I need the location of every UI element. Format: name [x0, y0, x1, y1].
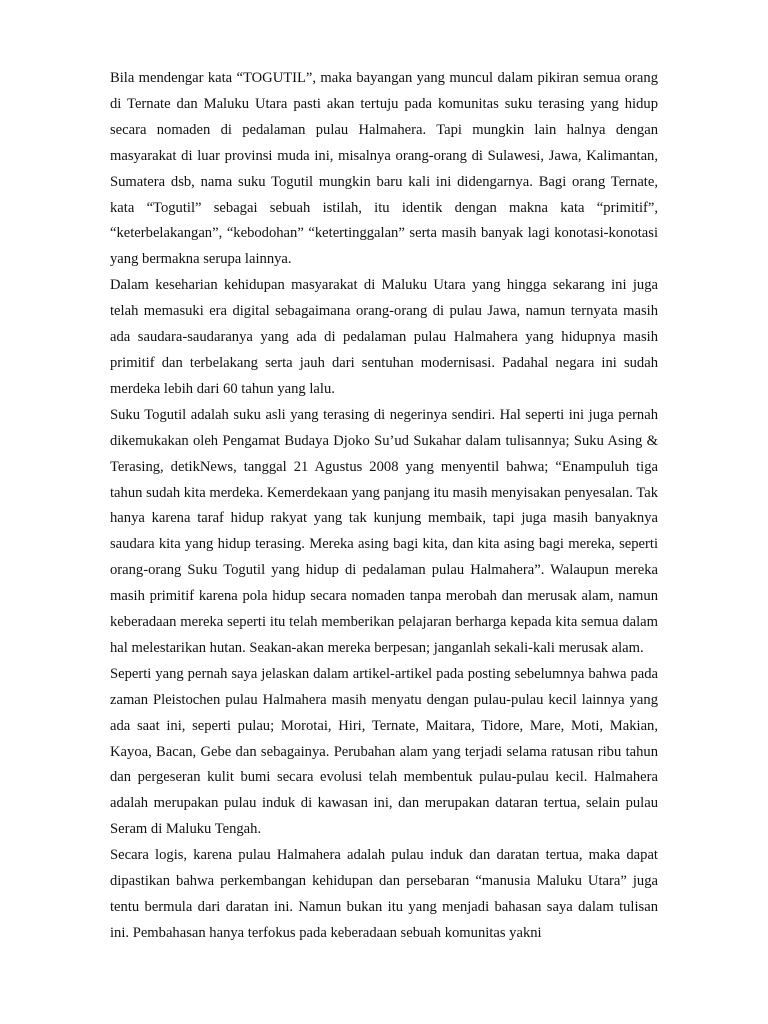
paragraph-4: Seperti yang pernah saya jelaskan dalam artikel-artikel pada posting sebelumnya bahwa pada zaman Pleistochen pulau Halmahera masih menyatu dengan pulau-pulau kecil lainnya yang ada saat ini, seperti pulau; Morotai, Hiri, Ternate, Maitara, Tidore, Mare, Moti, Makian, Kayoa, Bacan, Gebe dan sebagainya. Perubahan alam yang terjadi selama ratusan ribu tahun dan pergeseran kulit bumi secara evolusi telah membentuk pulau-pulau kecil. Halmahera adalah merupakan pulau induk di kawasan ini, dan merupakan dataran tertua, selain pulau Seram di Maluku Tengah. — [110, 665, 658, 838]
paragraph-5: Secara logis, karena pulau Halmahera adalah pulau induk dan daratan tertua, maka dapat dipastikan bahwa perkembangan kehidupan dan persebaran “manusia Maluku Utara” juga tentu bermula dari daratan ini. Namun bukan itu yang menjadi bahasan saya dalam tulisan ini. Pembahasan hanya terfokus pada keberadaan sebuah komunitas yakni — [110, 847, 658, 941]
paragraph-3: Suku Togutil adalah suku asli yang terasing di negerinya sendiri. Hal seperti ini juga pernah dikemukakan oleh Pengamat Budaya Djoko Su’ud Sukahar dalam tulisannya; Suku Asing & Terasing, detikNews, tanggal 21 Agustus 2008 yang menyentil bahwa; “Enampuluh tiga tahun sudah kita merdeka. Kemerdekaan yang panjang itu masih menyisakan penyesalan. Tak hanya karena taraf hidup rakyat yang tak kunjung membaik, tapi juga masih banyaknya saudara kita yang hidup terasing. Mereka asing bagi kita, dan kita asing bagi mereka, seperti orang-orang Suku Togutil yang hidup di pedalaman pulau Halmahera”. Walaupun mereka masih primitif karena pola hidup secara nomaden tanpa merobah dan merusak alam, namun keberadaan mereka seperti itu telah memberikan pelajaran berharga kepada kita semua dalam hal melestarikan hutan. Seakan-akan mereka berpesan; janganlah sekali-kali merusak alam. — [110, 406, 658, 656]
paragraph-2: Dalam keseharian kehidupan masyarakat di Maluku Utara yang hingga sekarang ini juga telah memasuki era digital sebagaimana orang-orang di pulau Jawa, namun ternyata masih ada saudara-saudaranya yang ada di pedalaman pulau Halmahera yang hidupnya masih primitif dan terbelakang serta jauh dari sentuhan modernisasi. Padahal negara ini sudah merdeka lebih dari 60 tahun yang lalu. — [110, 277, 658, 397]
paragraph-1: Bila mendengar kata “TOGUTIL”, maka bayangan yang muncul dalam pikiran semua orang di Ternate dan Maluku Utara pasti akan tertuju pada komunitas suku terasing yang hidup secara nomaden di pedalaman pulau Halmahera. Tapi mungkin lain halnya dengan masyarakat di luar provinsi muda ini, misalnya orang-orang di Sulawesi, Jawa, Kalimantan, Sumatera dsb, nama suku Togutil mungkin baru kali ini didengarnya. Bagi orang Ternate, kata “Togutil” sebagai sebuah istilah, itu identik dengan makna kata “primitif”, “keterbelakangan”, “kebodohan” “ketertinggalan” serta masih banyak lagi konotasi-konotasi yang bermakna serupa lainnya. — [110, 70, 658, 268]
document-body — [110, 66, 658, 947]
